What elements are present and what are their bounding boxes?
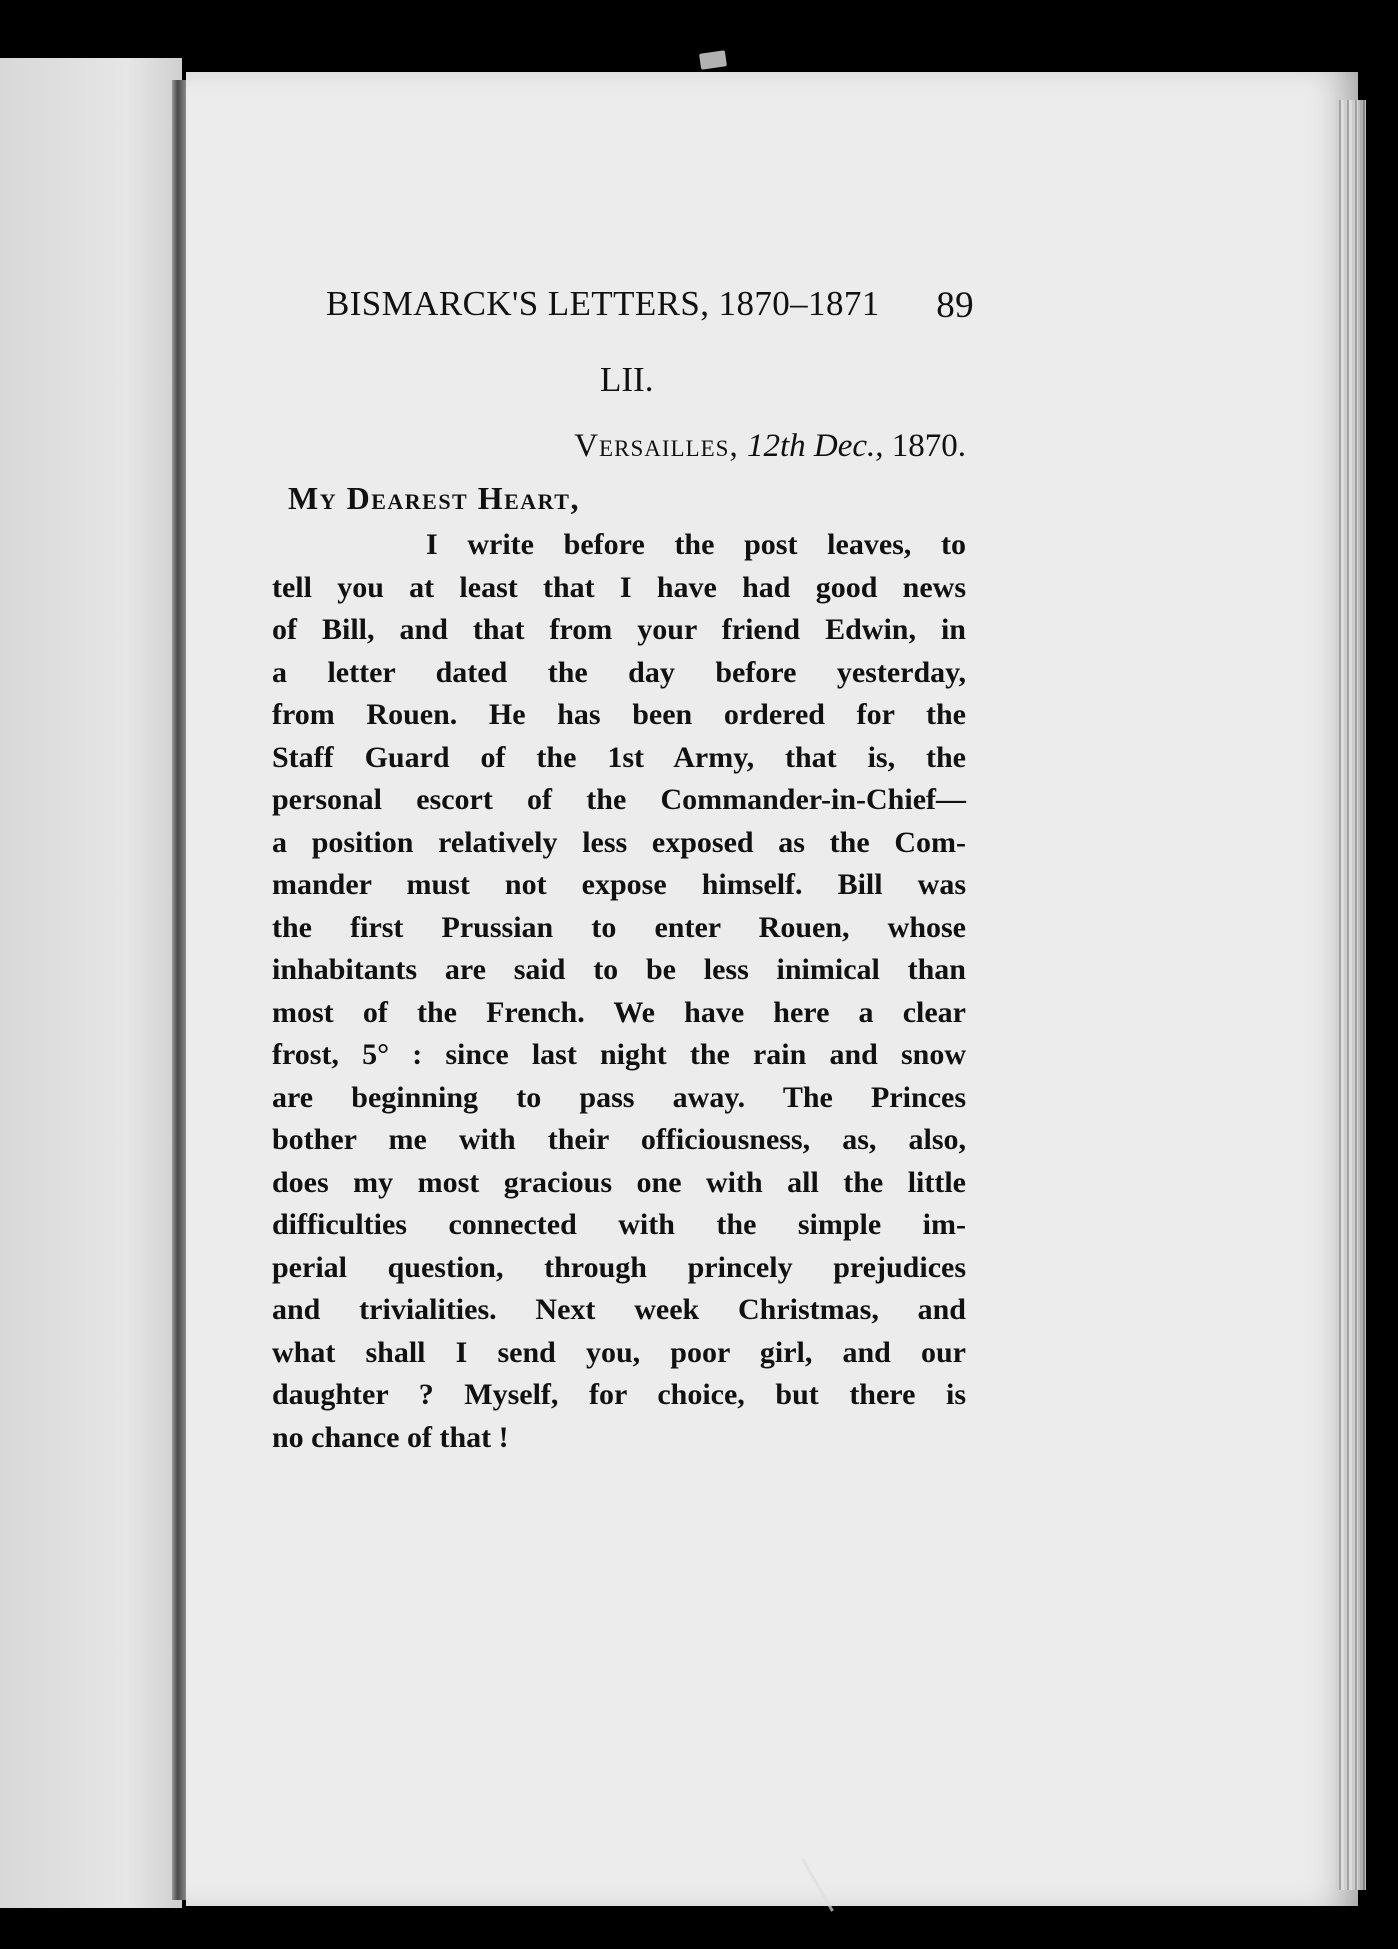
body-line: bother me with their officiousness, as, also,: [272, 1123, 966, 1156]
running-head-title: BISMARCK'S LETTERS, 1870–1871: [326, 284, 880, 323]
body-line: difficulties connected with the simple im-: [272, 1208, 966, 1241]
body-line: personal escort of the Commander-in-Chief—: [272, 783, 966, 816]
body-line: what shall I send you, poor girl, and our: [272, 1335, 966, 1369]
body-line: frost, 5° : since last night the rain and snow: [272, 1038, 966, 1071]
page-number: 89: [936, 285, 974, 326]
dateline-year: 1870.: [891, 428, 966, 464]
left-page-edge: [0, 58, 182, 1908]
body-line: Staff Guard of the 1st Army, that is, the: [272, 740, 966, 774]
body-line: a position relatively less exposed as the Com-: [272, 825, 966, 859]
body-line: does my most gracious one with all the little: [272, 1165, 966, 1199]
body-line: I write before the post leaves, to: [426, 528, 966, 561]
body-line: a letter dated the day before yesterday,: [272, 655, 966, 689]
body-line: and trivialities. Next week Christmas, and: [272, 1293, 966, 1326]
salutation: My Dearest Heart,: [288, 480, 580, 516]
dateline: [574, 428, 966, 465]
body-line: are beginning to pass away. The Princes: [272, 1080, 966, 1114]
running-head: [326, 284, 974, 324]
book-gutter: [172, 80, 186, 1900]
body-line: from Rouen. He has been ordered for the: [272, 698, 966, 731]
body-line: most of the French. We have here a clear: [272, 995, 966, 1029]
letter-body: [272, 524, 966, 1459]
page-fore-edge: [1336, 100, 1366, 1890]
dateline-place: Versailles,: [574, 428, 739, 464]
letter-number: LII.: [600, 360, 654, 399]
dateline-date: 12th Dec.,: [746, 428, 884, 464]
body-line: the first Prussian to enter Rouen, whose: [272, 910, 966, 944]
scan-mark-top: [699, 50, 727, 69]
body-line: perial question, through princely prejudices: [272, 1250, 966, 1284]
body-line: daughter ? Myself, for choice, but there is: [272, 1378, 966, 1411]
body-line: of Bill, and that from your friend Edwin, in: [272, 613, 966, 646]
body-line: no chance of that !: [272, 1420, 509, 1454]
body-line: mander must not expose himself. Bill was: [272, 868, 966, 901]
body-line: inhabitants are said to be less inimical than: [272, 953, 966, 986]
body-line: tell you at least that I have had good news: [272, 570, 966, 604]
